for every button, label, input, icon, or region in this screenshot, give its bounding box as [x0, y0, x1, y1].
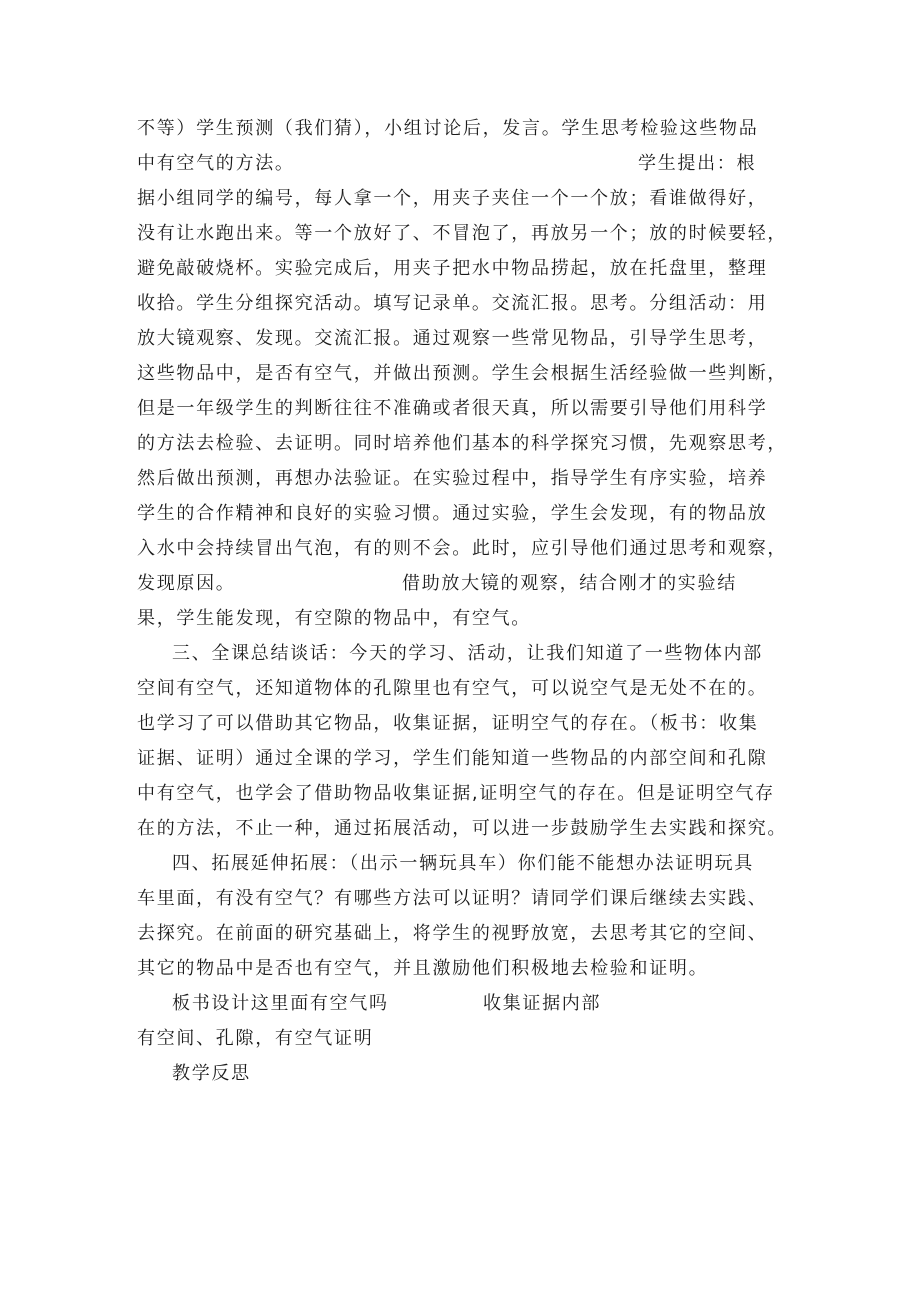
- text-line: 收拾。学生分组探究活动。填写记录单。交流汇报。思考。分组活动：用: [137, 293, 768, 314]
- text-line: 借助放大镜的观察，结合刚才的实验结: [402, 573, 737, 594]
- text-line: 也学习了可以借助其它物品，收集证据，证明空气的存在。（板书：收集: [137, 713, 759, 734]
- text-line: 入水中会持续冒出气泡，有的则不会。此时，应引导他们通过思考和观察，: [137, 538, 788, 559]
- text-line: 发现原因。: [137, 573, 236, 594]
- text-line: 据小组同学的编号，每人拿一个，用夹子夹住一个一个放；看谁做得好，: [137, 188, 768, 209]
- section-three-paragraph: 三、全课总结谈话：今天的学习、活动，让我们知道了一些物体内部: [172, 643, 763, 664]
- text-line: 去探究。在前面的研究基础上，将学生的视野放宽，去思考其它的空间、: [137, 923, 768, 944]
- text-line: 没有让水跑出来。等一个放好了、不冒泡了，再放另一个；放的时候要轻，: [137, 223, 788, 244]
- text-line: 不等）学生预测（我们猜），小组讨论后，发言。学生思考检验这些物品: [137, 118, 759, 139]
- text-line: 其它的物品中是否也有空气，并且激励他们积极地去检验和证明。: [137, 958, 709, 979]
- teaching-reflection-heading: 教学反思: [172, 1063, 251, 1084]
- text-line: 车里面，有没有空气？有哪些方法可以证明？请同学们课后继续去实践、: [137, 888, 768, 909]
- text-line: 中有空气，也学会了借助物品收集证据,证明空气的存在。但是证明空气存: [137, 783, 775, 804]
- text-line: 在的方法，不止一种，通过拓展活动，可以进一步鼓励学生去实践和探究。: [137, 818, 788, 839]
- text-line: 有空间、孔隙，有空气证明: [137, 1028, 374, 1049]
- text-line: 的方法去检验、去证明。同时培养他们基本的科学探究习惯，先观察思考，: [137, 433, 788, 454]
- board-design-heading: 板书设计这里面有空气吗: [172, 993, 389, 1014]
- text-line: 避免敲破烧杯。实验完成后，用夹子把水中物品捞起，放在托盘里，整理: [137, 258, 768, 279]
- section-four-paragraph: 四、拓展延伸拓展：（出示一辆玩具车）你们能不能想办法证明玩具: [172, 853, 754, 874]
- text-line: 学生的合作精神和良好的实验习惯。通过实验，学生会发现，有的物品放: [137, 503, 768, 524]
- text-line: 证据、证明）通过全课的学习，学生们能知道一些物品的内部空间和孔隙: [137, 748, 768, 769]
- text-line: 但是一年级学生的判断往往不准确或者很天真，所以需要引导他们用科学: [137, 398, 768, 419]
- text-line: 空间有空气，还知道物体的孔隙里也有空气，可以说空气是无处不在的。: [137, 678, 768, 699]
- text-line: 学生提出：根: [638, 153, 757, 174]
- text-line: 这些物品中，是否有空气，并做出预测。学生会根据生活经验做一些判断，: [137, 363, 788, 384]
- text-line: 中有空气的方法。: [137, 153, 295, 174]
- text-line: 果，学生能发现，有空隙的物品中，有空气。: [137, 608, 531, 629]
- text-line: 放大镜观察、发现。交流汇报。通过观察一些常见物品，引导学生思考，: [137, 328, 768, 349]
- text-line: 然后做出预测，再想办法验证。在实验过程中，指导学生有序实验，培养: [137, 468, 768, 489]
- text-line: 收集证据内部: [483, 993, 602, 1014]
